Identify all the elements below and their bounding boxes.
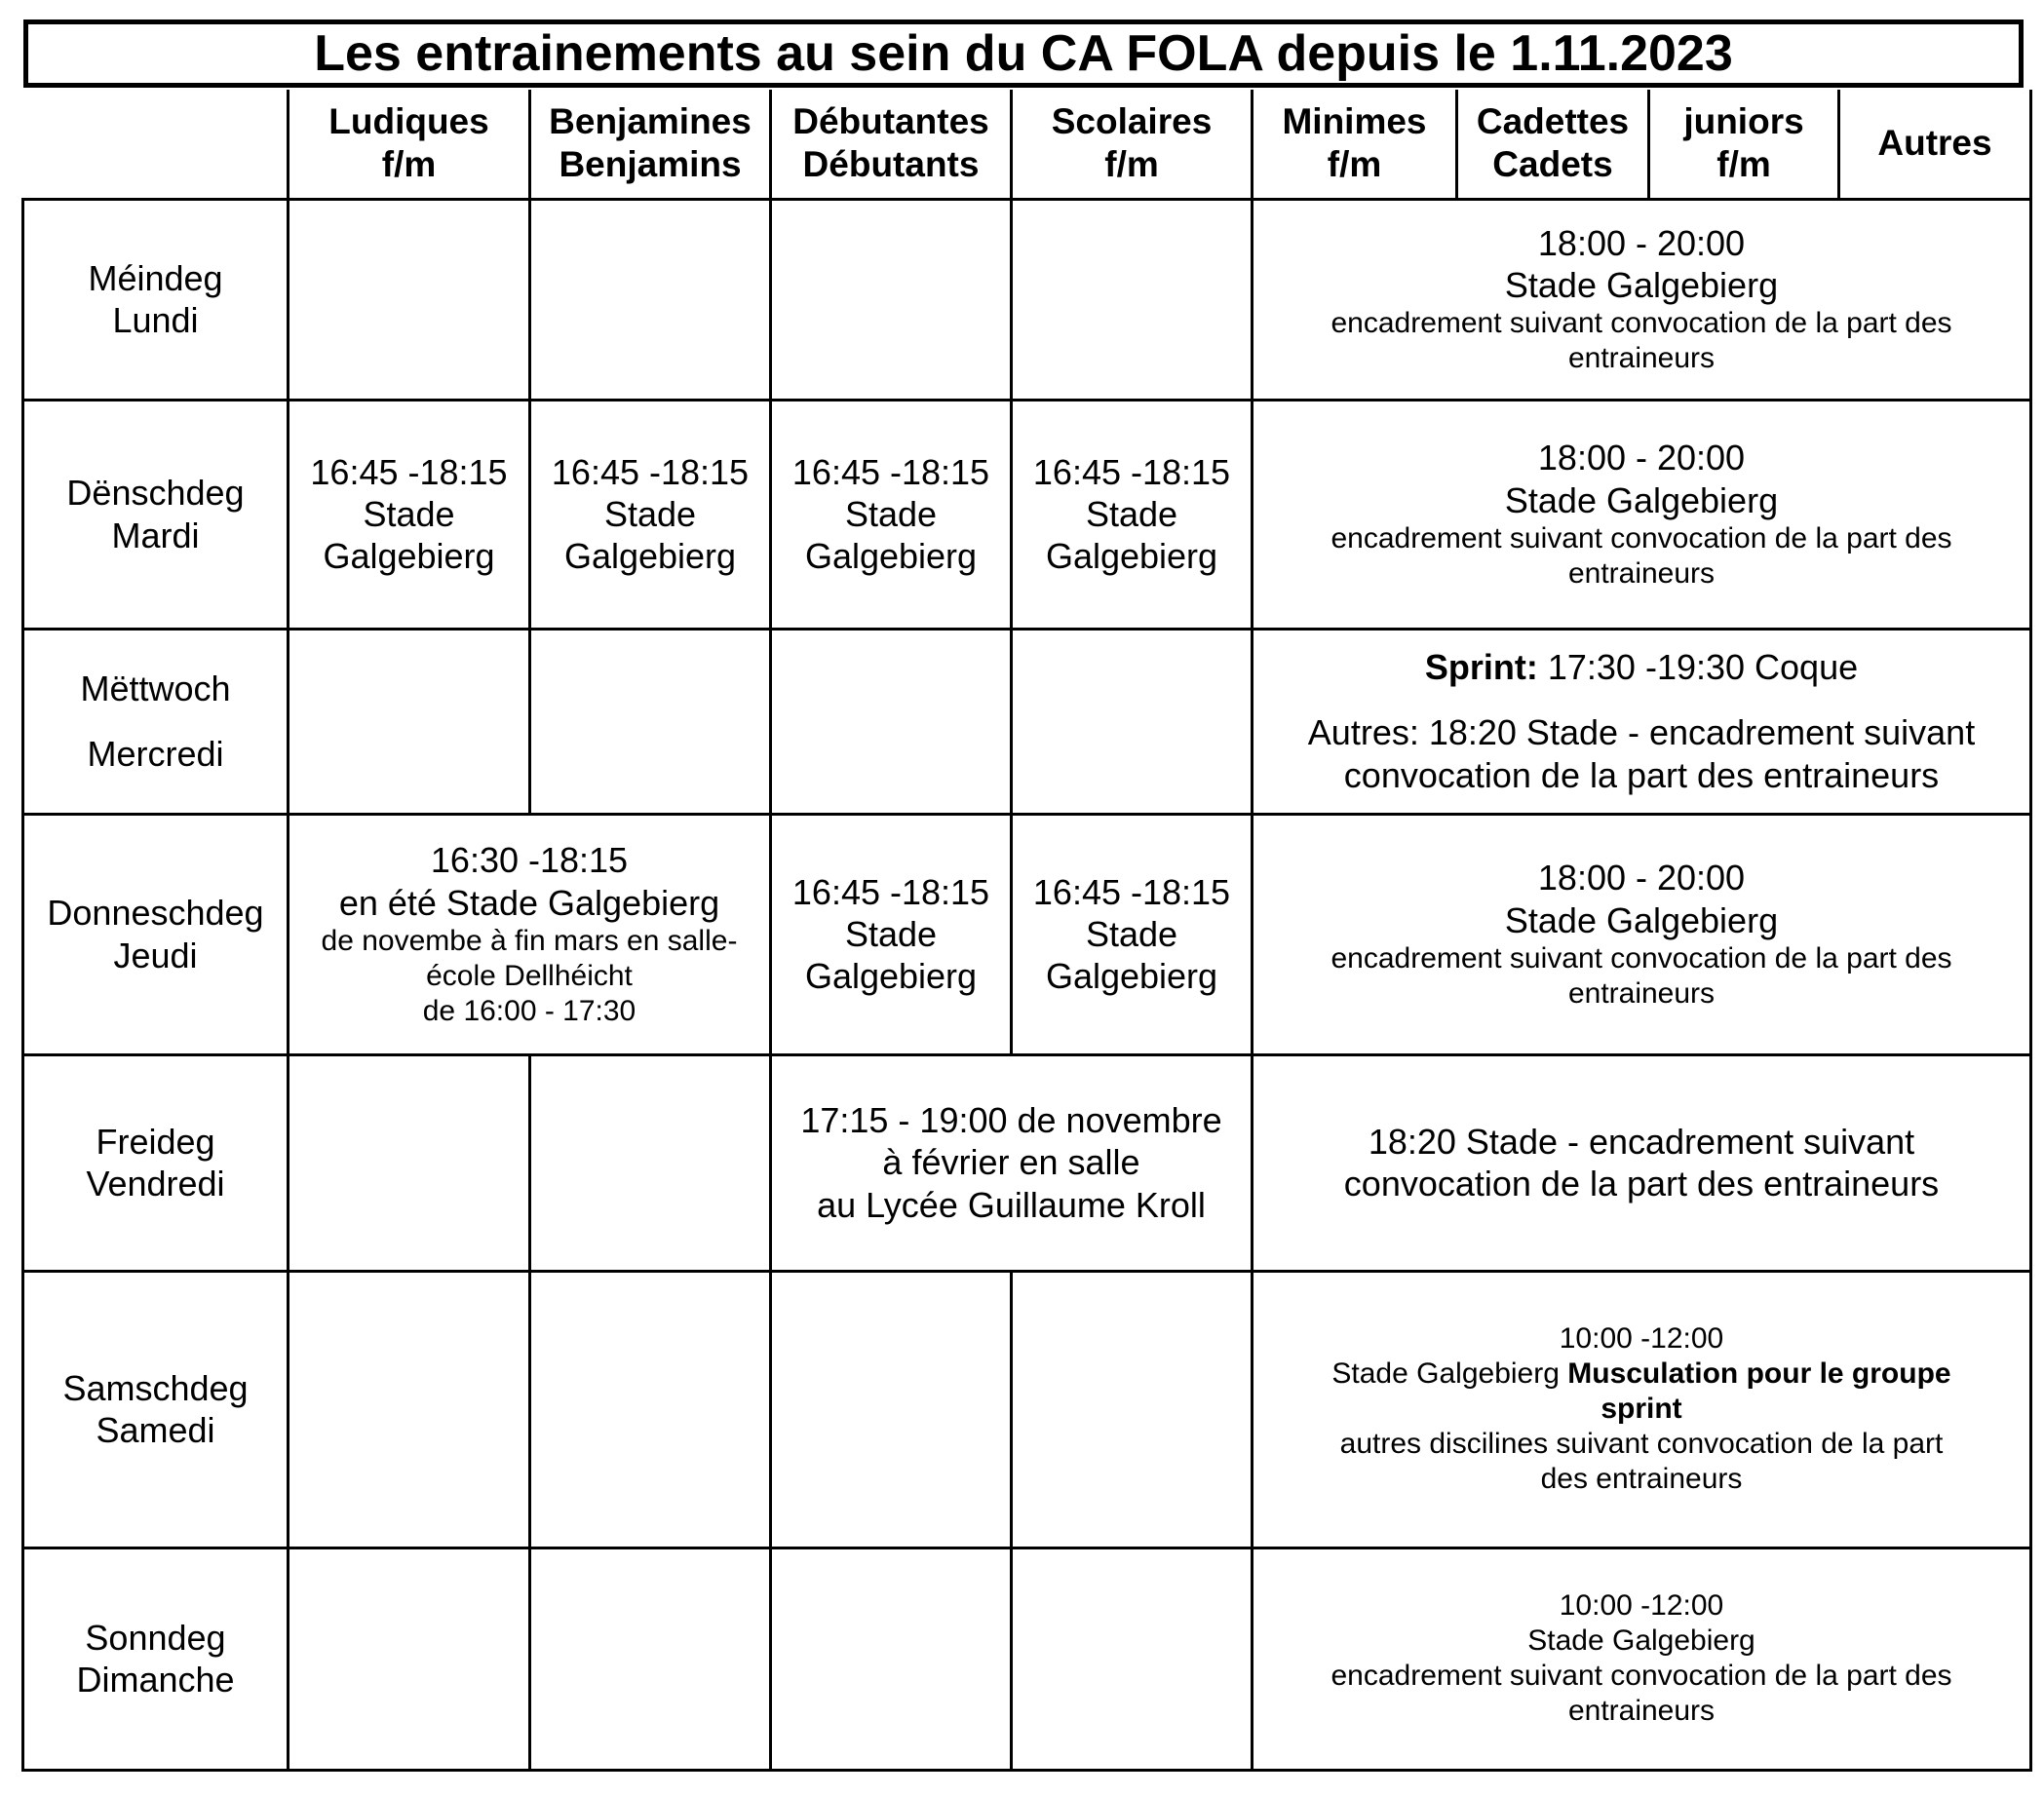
header-sublabel: f/m — [1716, 144, 1771, 185]
day-name-lux: Freideg — [96, 1121, 215, 1162]
autres-note: convocation de la part des entraineurs — [1343, 754, 1940, 795]
cell-empty — [1012, 199, 1253, 400]
session-time: 18:00 - 20:00 — [1537, 858, 1746, 898]
day-name-fr: Samedi — [96, 1410, 215, 1450]
cell-empty — [771, 1271, 1012, 1548]
cell-thursday-older — [1253, 814, 2031, 1054]
header-ludiques — [289, 90, 530, 199]
cell-tuesday-ludiques — [289, 400, 530, 629]
header-sublabel: f/m — [381, 144, 437, 185]
session-note: convocation de la part des entraineurs — [1343, 1164, 1940, 1204]
musculation-label: Musculation pour le groupe — [1567, 1357, 1951, 1390]
session-note: encadrement suivant convocation de la part des — [1331, 521, 1952, 554]
cell-empty — [1012, 1271, 1253, 1548]
header-sublabel: Cadets — [1492, 144, 1613, 185]
cell-friday-older — [1253, 1054, 2031, 1271]
header-sublabel: Débutants — [802, 144, 980, 185]
cell-tuesday-debutantes — [771, 400, 1012, 629]
day-name-fr: Vendredi — [86, 1164, 225, 1204]
header-label: Minimes — [1282, 100, 1427, 141]
day-name-lux: Dënschdeg — [66, 473, 245, 514]
session-note: encadrement suivant convocation de la part des — [1331, 1660, 1952, 1692]
session-time: 18:00 - 20:00 — [1537, 222, 1746, 263]
day-cell-tuesday — [23, 400, 289, 629]
header-label: Débutantes — [792, 100, 989, 141]
session-place: Stade Galgebierg — [1504, 899, 1779, 940]
session-time: 16:45 -18:15 — [310, 451, 508, 492]
cell-wednesday-older — [1253, 629, 2031, 814]
session-time: 18:00 - 20:00 — [1537, 438, 1746, 478]
cell-empty — [289, 1271, 530, 1548]
cell-empty — [530, 1548, 771, 1770]
header-debutantes — [771, 90, 1012, 199]
cell-empty — [530, 629, 771, 814]
training-schedule-table — [21, 90, 2032, 1772]
cell-empty — [289, 1548, 530, 1770]
session-time: 10:00 -12:00 — [1559, 1589, 1724, 1622]
session-place: Stade — [603, 493, 697, 534]
header-scolaires — [1012, 90, 1253, 199]
cell-thursday-debutantes — [771, 814, 1012, 1054]
cell-empty — [1012, 1548, 1253, 1770]
row-sunday — [23, 1548, 2031, 1770]
header-row — [23, 90, 2031, 199]
session-place: Stade Galgebierg — [1504, 265, 1779, 305]
session-note: école Dellhéicht — [426, 959, 633, 992]
row-saturday — [23, 1271, 2031, 1548]
session-note: de novembe à fin mars en salle- — [321, 924, 738, 957]
cell-empty — [771, 199, 1012, 400]
day-cell-wednesday — [23, 629, 289, 814]
session-note: 18:20 Stade - encadrement suivant — [1368, 1121, 1915, 1162]
cell-thursday-ludiques-benjamines — [289, 814, 771, 1054]
session-note: entraineurs — [1567, 556, 1716, 590]
cell-friday-debutants-scolaires — [771, 1054, 1253, 1271]
day-name-fr: Mercredi — [87, 734, 224, 774]
header-sublabel: f/m — [1327, 144, 1382, 185]
session-place: Galgebierg — [563, 536, 737, 577]
header-sublabel: f/m — [1104, 144, 1159, 185]
cell-tuesday-older — [1253, 400, 2031, 629]
session-note: encadrement suivant convocation de la part des — [1331, 307, 1952, 340]
session-time: 16:45 -18:15 — [551, 451, 750, 492]
session-place: Stade Galgebierg — [1331, 1357, 1568, 1390]
session-place: Stade Galgebierg — [1527, 1624, 1755, 1657]
day-name-fr: Jeudi — [113, 935, 198, 975]
cell-empty — [771, 1548, 1012, 1770]
session-note: 17:15 - 19:00 de novembre — [800, 1100, 1222, 1141]
session-place: Galgebierg — [804, 956, 978, 997]
session-note: entraineurs — [1567, 342, 1716, 375]
day-name-fr: Lundi — [112, 300, 199, 340]
session-time: 16:45 -18:15 — [791, 451, 990, 492]
session-place: Stade — [844, 913, 938, 954]
autres-note: Autres: 18:20 Stade - encadrement suivant — [1307, 712, 1976, 753]
day-name-lux: Sonndeg — [85, 1617, 226, 1658]
day-cell-thursday — [23, 814, 289, 1054]
header-label: Ludiques — [328, 100, 489, 141]
session-place: Stade Galgebierg — [1504, 479, 1779, 520]
header-cadettes — [1457, 90, 1649, 199]
cell-empty — [530, 199, 771, 400]
session-note: autres discilines suivant convocation de la part — [1339, 1428, 1944, 1460]
cell-empty — [289, 199, 530, 400]
sprint-line — [1259, 646, 2024, 688]
session-place: Stade — [1085, 913, 1178, 954]
day-name-lux: Donneschdeg — [47, 893, 264, 934]
day-name-fr: Mardi — [111, 515, 200, 555]
day-cell-friday — [23, 1054, 289, 1271]
cell-monday-older — [1253, 199, 2031, 400]
session-place: Stade — [363, 493, 455, 534]
session-place: Stade — [844, 493, 938, 534]
cell-tuesday-scolaires — [1012, 400, 1253, 629]
header-label: juniors — [1683, 100, 1804, 141]
cell-empty — [771, 629, 1012, 814]
session-place: au Lycée Guillaume Kroll — [817, 1184, 1206, 1225]
cell-sunday-older — [1253, 1548, 2031, 1770]
session-note: entraineurs — [1567, 976, 1716, 1010]
row-wednesday — [23, 629, 2031, 814]
cell-tuesday-benjamines — [530, 400, 771, 629]
cell-empty — [289, 629, 530, 814]
session-place: Galgebierg — [1045, 536, 1218, 577]
session-time: 16:45 -18:15 — [1032, 871, 1231, 912]
musculation-label: sprint — [1600, 1393, 1682, 1425]
session-place: en été Stade Galgebierg — [338, 882, 720, 923]
row-tuesday — [23, 400, 2031, 629]
cell-empty — [530, 1054, 771, 1271]
session-note: de 16:00 - 17:30 — [422, 994, 636, 1027]
row-thursday — [23, 814, 2031, 1054]
musculation-line — [1259, 1357, 2024, 1392]
sprint-time: 17:30 -19:30 Coque — [1537, 647, 1859, 688]
cell-saturday-older — [1253, 1271, 2031, 1548]
session-place: Stade — [1085, 493, 1178, 534]
header-juniors — [1649, 90, 1839, 199]
header-benjamines — [530, 90, 771, 199]
session-note: encadrement suivant convocation de la part des — [1331, 941, 1952, 974]
header-label: Scolaires — [1051, 100, 1213, 141]
session-place: Galgebierg — [1045, 956, 1218, 997]
cell-empty — [530, 1271, 771, 1548]
session-note: des entraineurs — [1540, 1463, 1743, 1495]
day-cell-monday — [23, 199, 289, 400]
session-time: 16:30 -18:15 — [430, 840, 629, 881]
header-label: Cadettes — [1476, 100, 1630, 141]
header-autres: Autres — [1839, 90, 2031, 199]
session-note: entraineurs — [1567, 1695, 1716, 1727]
session-place: Galgebierg — [804, 536, 978, 577]
day-cell-saturday — [23, 1271, 289, 1548]
cell-empty — [1012, 629, 1253, 814]
row-friday — [23, 1054, 2031, 1271]
session-time: 10:00 -12:00 — [1559, 1322, 1724, 1355]
day-name-lux: Méindeg — [88, 257, 223, 298]
session-time: 16:45 -18:15 — [791, 871, 990, 912]
session-note: à février en salle — [882, 1142, 1140, 1183]
day-cell-sunday — [23, 1548, 289, 1770]
row-monday — [23, 199, 2031, 400]
header-minimes — [1253, 90, 1457, 199]
cell-empty — [289, 1054, 530, 1271]
header-corner — [23, 90, 289, 199]
day-name-lux: Mëttwoch — [80, 668, 231, 708]
sprint-label: Sprint: — [1424, 647, 1538, 688]
session-time: 16:45 -18:15 — [1032, 451, 1231, 492]
cell-thursday-scolaires — [1012, 814, 1253, 1054]
session-place: Galgebierg — [323, 536, 495, 577]
header-label: Benjamines — [549, 100, 752, 141]
day-name-lux: Samschdeg — [62, 1367, 249, 1408]
day-name-fr: Dimanche — [76, 1660, 235, 1700]
header-sublabel: Benjamins — [559, 144, 742, 185]
page-title: Les entrainements au sein du CA FOLA depuis le 1.11.2023 — [23, 19, 2024, 88]
